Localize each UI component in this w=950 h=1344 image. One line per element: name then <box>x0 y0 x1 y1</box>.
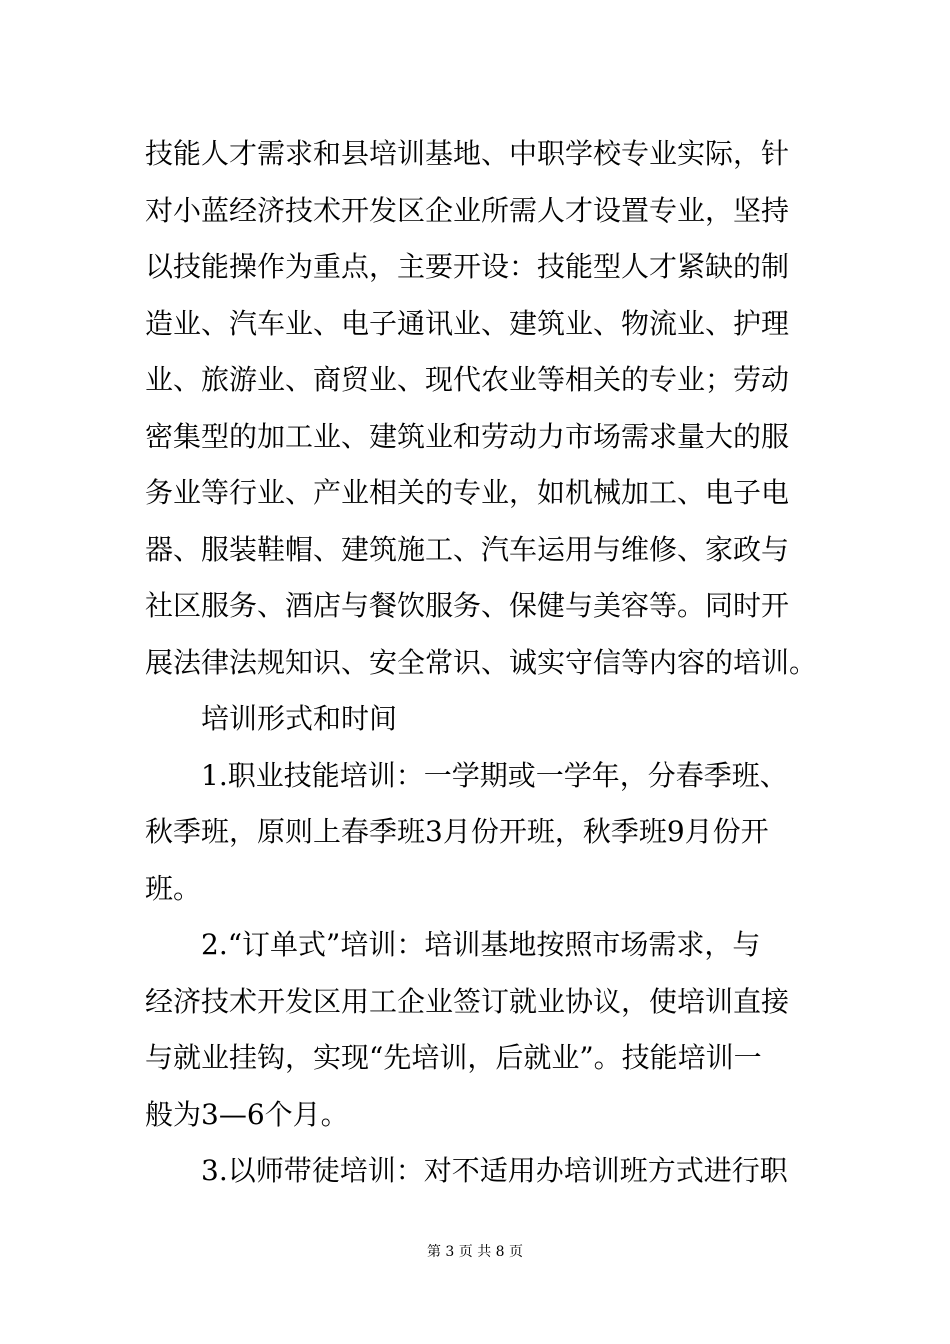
text-line: 秋季班，原则上春季班3月份开班，秋季班9月份开 <box>145 815 769 848</box>
text-line: 班。 <box>145 871 202 905</box>
section-heading: 培训形式和时间 <box>201 702 398 735</box>
text-line: 与就业挂钩，实现“先培训，后就业”。技能培训一 <box>145 1041 762 1074</box>
text-line: 业、旅游业、商贸业、现代农业等相关的专业；劳动 <box>145 363 790 396</box>
text-line: 务业等行业、产业相关的专业，如机械加工、电子电 <box>145 476 790 509</box>
text-line: 经济技术开发区用工企业签订就业协议，使培训直接 <box>145 984 790 1018</box>
text-line: 技能人才需求和县培训基地、中职学校专业实际，针 <box>145 137 790 170</box>
text-line: 2.“订单式”培训：培训基地按照市场需求，与 <box>201 928 761 961</box>
page-footer: 第 3 页 共 8 页 <box>426 1244 524 1260</box>
text-line: 社区服务、酒店与餐饮服务、保健与美容等。同时开 <box>145 589 790 622</box>
text-line: 1.职业技能培训：一学期或一学年，分春季班、 <box>201 758 788 792</box>
text-line: 对小蓝经济技术开发区企业所需人才设置专业，坚持 <box>145 193 790 227</box>
text-line: 展法律法规知识、安全常识、诚实守信等内容的培训。 <box>145 645 818 679</box>
text-line: 器、服装鞋帽、建筑施工、汽车运用与维修、家政与 <box>145 532 790 566</box>
text-line: 般为3—6个月。 <box>145 1097 349 1131</box>
text-line: 造业、汽车业、电子通讯业、建筑业、物流业、护理 <box>145 306 790 340</box>
body-text <box>145 126 825 1200</box>
text-line: 密集型的加工业、建筑业和劳动力市场需求量大的服 <box>145 419 790 453</box>
text-line: 3.以师带徒培训：对不适用办培训班方式进行职 <box>201 1154 788 1187</box>
text-line: 以技能操作为重点，主要开设：技能型人才紧缺的制 <box>145 250 790 283</box>
